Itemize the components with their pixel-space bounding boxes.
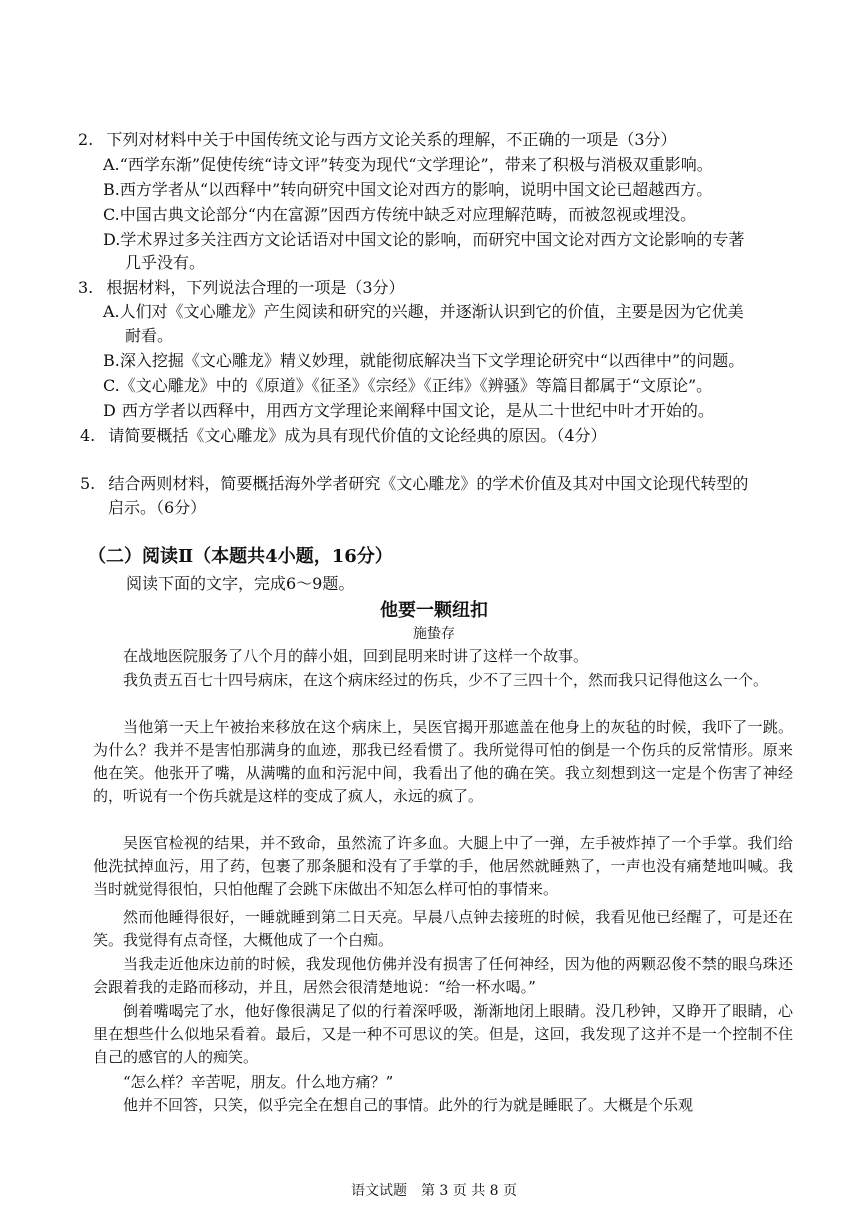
section-instruction: 阅读下面的文字，完成6～9题。 [126,574,355,593]
question-5 [80,472,748,495]
option-text: 西方学者从“以西释中”转向研究中国文论对西方的影响，说明中国文论已超越西方。 [119,180,713,199]
q2-option-a [103,153,713,176]
q3-option-b [103,349,744,372]
option-text: 西方学者以西释中，用西方文学理论来阐释中国文论，是从二十世纪中叶才开始的。 [121,401,714,420]
story-paragraph: “怎么样？辛苦呢，朋友。什么地方痛？” [123,1073,394,1091]
question-2 [78,128,677,151]
option-text: 《文心雕龙》中的《原道》《征圣》《宗经》《正纬》《辨骚》等篇目都属于“文原论”。 [119,376,713,395]
q2-option-c [103,203,696,226]
q3-option-d [103,399,714,422]
story-paragraph: 在战地医院服务了八个月的薛小姐，回到昆明来时讲了这样一个故事。 [123,647,589,665]
story-title: 他要一颗纽扣 [380,600,488,621]
question-stem: 根据材料，下列说法合理的一项是（3分） [106,278,405,297]
option-letter: C. [103,205,120,224]
option-letter: A. [103,302,120,321]
story-author: 施蛰存 [413,626,455,642]
option-text: 中国古典文论部分“内在富源”因西方传统中缺乏对应理解范畴，而被忽视或埋没。 [119,205,697,224]
option-letter: D. [103,230,121,249]
option-letter: B. [103,180,120,199]
q5-continuation: 启示。（6分） [108,498,207,517]
story-paragraph: 他并不回答，只笑，似乎完全在想自己的事情。此外的行为就是睡眠了。大概是个乐观 [123,1096,694,1114]
story-paragraph: 倒着嘴喝完了水，他好像很满足了似的行着深呼吸，渐渐地闭上眼睛。没几秒钟，又睁开了眼睛，心里在想些什么似地呆看着。最后，又是一种不可思议的笑。但是，这回，我发现了这并不是一个控制不住自己的感官的人的痴笑。 [93,1002,793,1066]
question-stem: 请简要概括《文心雕龙》成为具有现代价值的文论经典的原因。（4分） [108,426,607,445]
option-text: “西学东渐”促使传统“诗文评”转变为现代“文学理论”，带来了积极与消极双重影响。 [119,155,713,174]
q2-option-b [103,178,712,201]
question-number: 5. [80,474,96,493]
story-paragraph: 当我走近他床边前的时候，我发现他仿佛并没有损害了任何神经，因为他的两颗忍俊不禁的眼乌珠还会跟着我的走路而移动，并且，居然会很清楚地说：“给一杯水喝。” [93,955,793,996]
page-footer: 语文试题 第 3 页 共 8 页 [350,1183,518,1199]
question-number: 2. [78,130,94,149]
question-number: 3. [78,278,94,297]
question-number: 4. [80,426,96,445]
option-letter: A. [103,155,120,174]
question-stem: 结合两则材料，简要概括海外学者研究《文心雕龙》的学术价值及其对中国文论现代转型的 [108,474,749,493]
q3-option-a [103,300,744,323]
q3-option-a-continuation: 耐看。 [125,326,174,345]
question-stem: 下列对材料中关于中国传统文论与西方文论关系的理解，不正确的一项是（3分） [106,130,677,149]
option-letter: D [103,401,116,420]
option-text: 学术界过多关注西方文论话语对中国文论的影响，而研究中国文论对西方文论影响的专著 [120,230,745,249]
section-heading: （二）阅读Ⅱ（本题共4小题，16分） [88,546,393,567]
question-3 [78,276,405,299]
story-paragraph: 我负责五百七十四号病床，在这个病床经过的伤兵，少不了三四十个，然而我只记得他这么一个。 [123,671,769,689]
question-4 [80,424,607,447]
option-letter: C. [103,376,120,395]
q2-option-d-continuation: 几乎没有。 [125,253,206,272]
story-paragraph: 然而他睡得很好，一睡就睡到第二日天亮。早晨八点钟去接班的时候，我看见他已经醒了，可是还在笑。我觉得有点奇怪，大概他成了一个白痴。 [93,908,793,949]
q3-option-c [103,374,712,397]
story-paragraph: 吴医官检视的结果，并不致命，虽然流了许多血。大腿上中了一弹，左手被炸掉了一个手掌。我们给他洗拭掉血污，用了药，包裹了那条腿和没有了手掌的手，他居然就睡熟了，一声也没有痛楚地叫喊。我当时就觉得很怕，只怕他醒了会跳下床做出不知怎么样可怕的事情来。 [93,834,793,898]
option-text: 深入挖掘《文心雕龙》精义妙理，就能彻底解决当下文学理论研究中“以西律中”的问题。 [119,351,745,370]
story-paragraph: 当他第一天上午被抬来移放在这个病床上，吴医官揭开那遮盖在他身上的灰毡的时候，我吓了一跳。为什么？我并不是害怕那满身的血迹，那我已经看惯了。我所觉得可怕的倒是一个伤兵的反常情形。原来他在笑。他张开了嘴，从满嘴的血和污泥中间，我看出了他的确在笑。我立刻想到这一定是个伤害了神经的，听说有一个伤兵就是这样的变成了疯人，永远的疯了。 [93,718,793,805]
q2-option-d [103,228,744,251]
option-letter: B. [103,351,120,370]
option-text: 人们对《文心雕龙》产生阅读和研究的兴趣，并逐渐认识到它的价值，主要是因为它优美 [119,302,744,321]
